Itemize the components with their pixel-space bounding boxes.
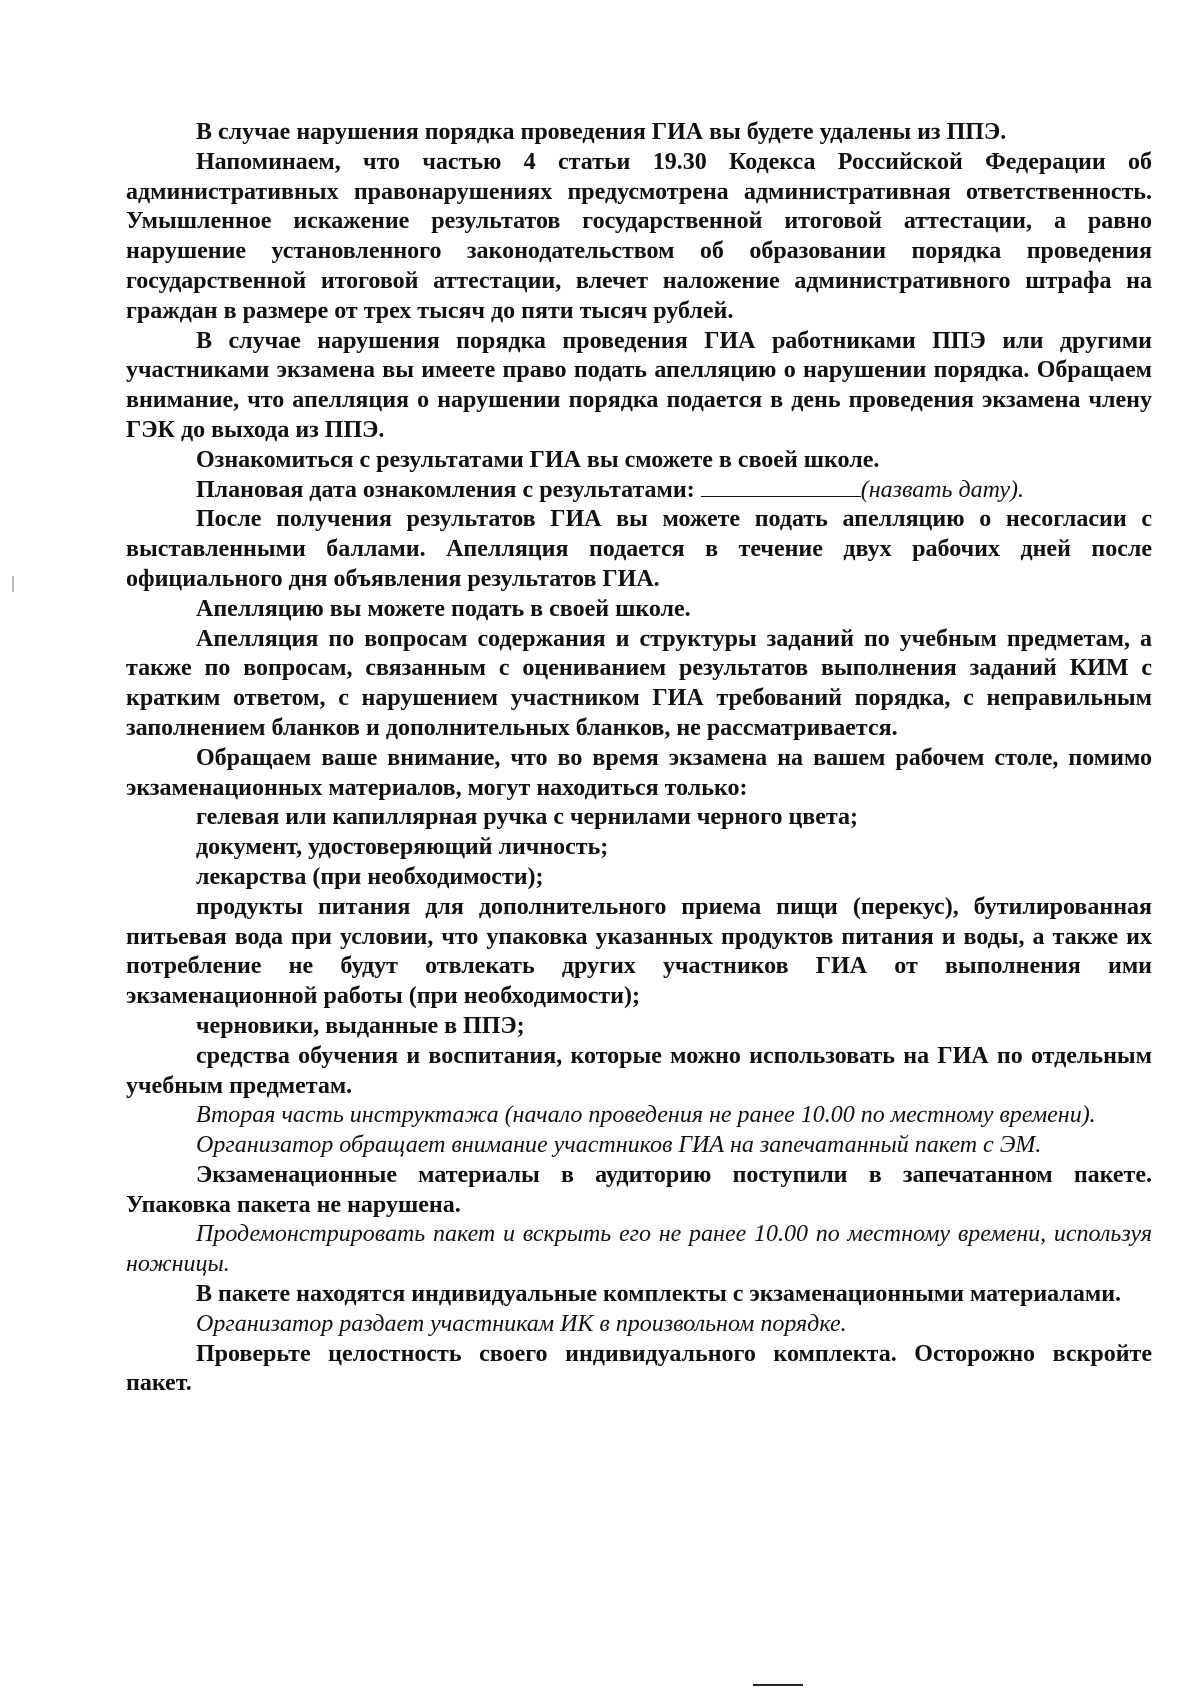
page-footer-line	[753, 1684, 803, 1686]
paragraph-check-kit: Проверьте целостность своего индивидуального комплекта. Осторожно вскройте пакет.	[126, 1340, 1152, 1397]
instruction-distribute-kits: Организатор раздает участникам ИК в произвольном порядке.	[196, 1310, 847, 1337]
paragraph-removal-warning: В случае нарушения порядка проведения ГИА вы будете удалены из ППЭ.	[196, 119, 1007, 145]
list-item: гелевая или капиллярная ручка с чернилами черного цвета;	[196, 804, 858, 831]
scan-artifact	[12, 576, 14, 592]
paragraph-appeal-not-considered: Апелляция по вопросам содержания и структуры заданий по учебным предметам, а также по вопросам, связанным с оцениванием результатов выполнения заданий КИМ с кратким ответом, с нарушением участником ГИА требований порядка, с неправильным заполнением бланков и дополнительных бланков, не рассматривается.	[126, 625, 1152, 741]
date-blank-line	[701, 476, 861, 497]
paragraph-administrative-liability: Напоминаем, что частью 4 статьи 19.30 Кодекса Российской Федерации об административных правонарушениях предусмотрена административная ответственность. Умышленное искажение результатов государственной итоговой аттестации, а равно нарушение установленного законодательством об образовании порядка проведения государственной итоговой аттестации, влечет наложение административного штрафа на граждан в размере от трех тысяч до пяти тысяч рублей.	[126, 148, 1152, 324]
list-item: средства обучения и воспитания, которые можно использовать на ГИА по отдельным учебным предметам.	[126, 1042, 1152, 1099]
paragraph-appeal-school: Апелляцию вы можете подать в своей школе.	[196, 595, 691, 622]
planned-date-label: Плановая дата ознакомления с результатами:	[196, 476, 695, 503]
list-item: продукты питания для дополнительного приема пищи (перекус), бутилированная питьевая вода при условии, что упаковка указанных продуктов питания и воды, а также их потребление не будут отвлекать других участников ГИА от выполнения ими экзаменационной работы (при необходимости);	[126, 893, 1152, 1010]
document-body	[126, 118, 1152, 1399]
paragraph-appeal-violation: В случае нарушения порядка проведения ГИА работниками ППЭ или другими участниками экзамена вы имеете право подать апелляцию о нарушении порядка. Обращаем внимание, что апелляция о нарушении порядка подается в день проведения экзамена члену ГЭК до выхода из ППЭ.	[126, 327, 1152, 443]
instruction-open-package: Продемонстрировать пакет и вскрыть его не ранее 10.00 по местному времени, используя ножницы.	[126, 1221, 1152, 1278]
planned-date-note: (назвать дату).	[860, 476, 1024, 503]
list-item: документ, удостоверяющий личность;	[196, 834, 609, 861]
instruction-second-part: Вторая часть инструктажа (начало проведения не ранее 10.00 по местному времени).	[196, 1102, 1096, 1129]
paragraph-package-intact: Экзаменационные материалы в аудиторию поступили в запечатанном пакете. Упаковка пакета не нарушена.	[126, 1161, 1152, 1218]
paragraph-desk-items-intro: Обращаем ваше внимание, что во время экзамена на вашем рабочем столе, помимо экзаменационных материалов, могут находиться только:	[126, 744, 1152, 801]
paragraph-package-contents: В пакете находятся индивидуальные комплекты с экзаменационными материалами.	[196, 1281, 1122, 1308]
paragraph-planned-date	[126, 476, 1152, 506]
list-item: черновики, выданные в ППЭ;	[196, 1012, 525, 1039]
instruction-sealed-package: Организатор обращает внимание участников ГИА на запечатанный пакет с ЭМ.	[196, 1132, 1042, 1159]
paragraph-appeal-scores: После получения результатов ГИА вы можете подать апелляцию о несогласии с выставленными баллами. Апелляция подается в течение двух рабочих дней после официального дня объявления результатов ГИА.	[126, 506, 1152, 592]
paragraph-results-school: Ознакомиться с результатами ГИА вы сможете в своей школе.	[196, 446, 880, 473]
list-item: лекарства (при необходимости);	[196, 863, 544, 890]
